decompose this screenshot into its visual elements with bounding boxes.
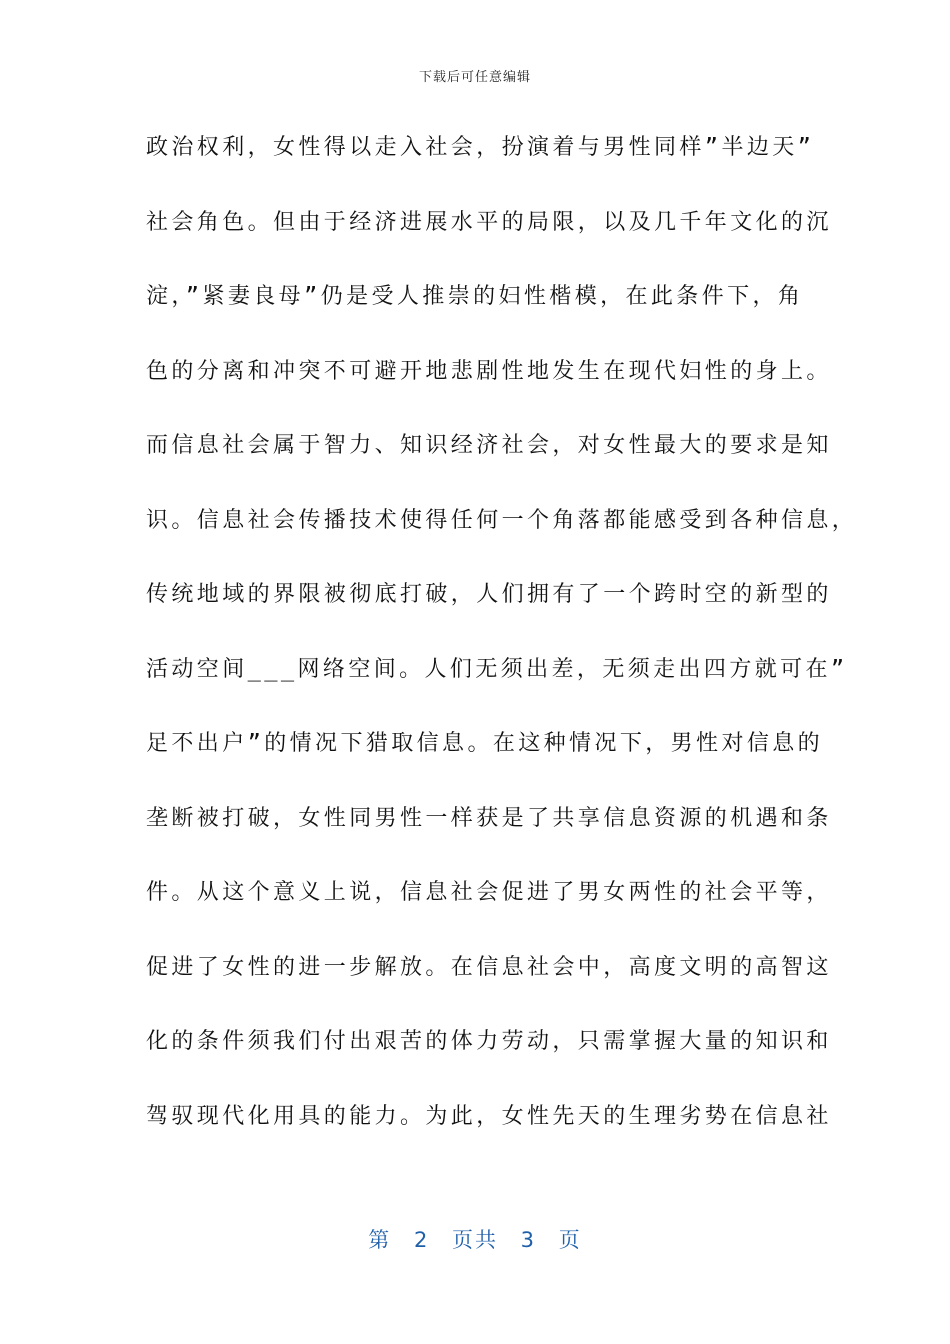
body-line: 足不出户”的情况下猎取信息。在这种情况下，男性对信息的 [146,731,824,756]
page-number-footer: 第 2 页共 3 页 [368,1228,582,1252]
body-line: 化的条件须我们付出艰苦的体力劳动，只需掌握大量的知识和 [146,1029,832,1054]
body-line: 色的分离和冲突不可避开地悲剧性地发生在现代妇性的身上。 [146,358,832,384]
body-line: 政治权利，女性得以走入社会，扮演着与男性同样”半边天” [146,135,815,160]
body-line: 识。信息社会传播技术使得任何一个角落都能感受到各种信息， [146,507,858,533]
body-text [146,128,858,1171]
body-line: 社会角色。但由于经济进展水平的局限，以及几千年文化的沉 [146,209,832,235]
body-line: 传统地域的界限被彻底打破，人们拥有了一个跨时空的新型的 [146,582,832,607]
body-line: 驾驭现代化用具的能力。为此，女性先天的生理劣势在信息社 [146,1103,832,1129]
body-line: 而信息社会属于智力、知识经济社会，对女性最大的要求是知 [146,433,832,458]
header-note: 下载后可任意编辑 [418,70,531,85]
body-line: 件。从这个意义上说，信息社会促进了男女两性的社会平等， [146,880,832,905]
body-line: 淀，”紧妻良母”仍是受人推崇的妇性楷模，在此条件下，角 [146,284,804,309]
body-line: 活动空间___网络空间。人们无须出差，无须走出四方就可在” [146,656,848,682]
body-line: 垄断被打破，女性同男性一样获是了共享信息资源的机遇和条 [146,805,832,831]
body-line: 促进了女性的进一步解放。在信息社会中，高度文明的高智这 [146,954,832,980]
